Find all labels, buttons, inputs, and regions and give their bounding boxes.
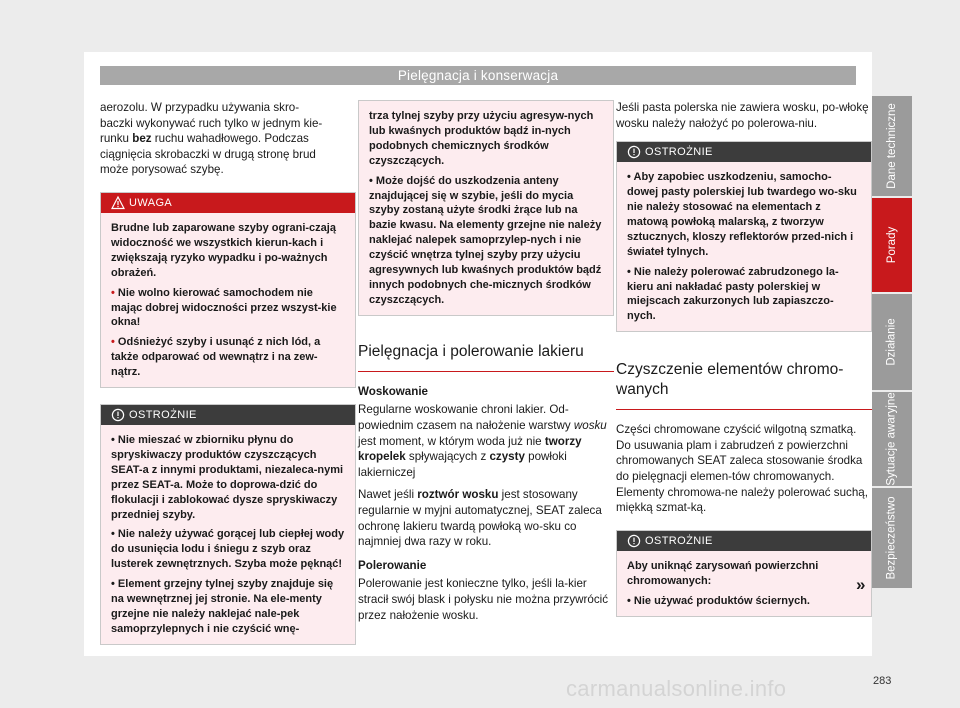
warning-label: UWAGA: [129, 196, 173, 209]
text-line: runku: [100, 132, 133, 146]
text-run: powłoki lakierniczej: [358, 450, 567, 479]
text-run: spływających z: [405, 450, 490, 464]
warning-item-text: Nie wolno kierować samochodem nie mając dobrej widoczności przez wszyst-kie okna!: [111, 286, 337, 329]
page-number: 283: [873, 675, 892, 687]
info-circle-icon: [627, 145, 641, 159]
text-line: może porysować szybę.: [100, 163, 224, 177]
tab-porady[interactable]: [872, 198, 912, 292]
waxing-paragraph-2: [358, 487, 614, 549]
waxing-paragraph-1: [358, 402, 614, 480]
bullet-icon: •: [369, 174, 376, 187]
bold-word: czysty: [489, 450, 525, 464]
caution-lead: Aby uniknąć zarysowań powierzchni chromowanych:: [627, 559, 819, 587]
tab-label: Porady: [886, 226, 898, 264]
continue-marker: »: [856, 575, 866, 594]
caution-label: OSTROŻNIE: [129, 409, 197, 422]
caution-item-text: Nie używać produktów ściernych.: [633, 594, 810, 607]
text-line: ciągnięcia skrobaczki w drugą stronę brud: [100, 147, 316, 161]
caution-item: [111, 527, 345, 572]
text-line: ruchu wahadłowego. Podczas: [151, 132, 309, 146]
tab-sytuacje-awaryjne[interactable]: [872, 392, 912, 486]
document-page: [84, 52, 872, 656]
caution-item: [627, 170, 861, 259]
info-circle-icon: [111, 408, 125, 422]
subsection-title-waxing: Woskowanie: [358, 384, 429, 398]
bold-word: roztwór wosku: [417, 488, 499, 502]
caution-item: [369, 174, 603, 308]
caution-box: [616, 141, 872, 332]
caution-continued-box: [358, 100, 614, 316]
tab-label: Bezpieczeństwo: [886, 496, 899, 580]
text-run: Regularne woskowanie chroni lakier. Od-powiednim czasem na nałożenie warstwy: [358, 403, 574, 432]
column-3: [616, 100, 872, 617]
column-1: [100, 100, 356, 645]
warning-item-text: Odśnieżyć szyby i usunąć z nich lód, a także odparować od wewnątrz i na zew-nątrz.: [111, 336, 321, 379]
caution-item-text: Aby zapobiec uszkodzeniu, samocho-dowej pasty polerskiej lub twardego wo-sku nie należy stosować na elementach z matową powłoką malarską, z tworzyw sztucznych, kloszy reflektorów przed-nich i świateł tylnych.: [627, 171, 857, 258]
bold-word: bez: [132, 132, 152, 146]
caution-header: [617, 142, 871, 162]
warning-item: [111, 335, 345, 380]
subsection-title-polishing: Polerowanie: [358, 558, 427, 572]
bullet-icon: •: [111, 578, 118, 591]
bullet-icon: •: [627, 265, 634, 278]
info-circle-icon: [627, 534, 641, 548]
text-line: aerozolu. W przypadku używania skro-: [100, 101, 300, 114]
watermark: carmanualsonline.info: [566, 676, 787, 701]
intro-paragraph: [100, 100, 356, 178]
bold-word: tworzy kropelek: [358, 434, 582, 464]
text-run: Nawet jeśli: [358, 488, 418, 502]
caution-item: [111, 433, 345, 522]
bullet-icon: •: [627, 594, 634, 607]
caution-header: [101, 405, 355, 425]
bullet-icon: •: [111, 528, 118, 541]
caution-item-text: Nie należy używać gorącej lub ciepłej wody do usunięcia lodu i śniegu z szyb oraz lusterek zewnętrznych. Szyba może pęknąć!: [111, 528, 345, 571]
bullet-icon: •: [627, 171, 634, 184]
caution-box: [616, 530, 872, 617]
tab-dane-techniczne[interactable]: [872, 96, 912, 196]
caution-box: [100, 404, 356, 645]
caution-item: [627, 594, 861, 609]
caution-body: [617, 162, 871, 331]
warning-body: [101, 213, 355, 387]
caution-body: [101, 425, 355, 644]
caution-header: [617, 531, 871, 551]
caution-item-text: Może dojść do uszkodzenia anteny znajdującej się w szybie, jeśli do mycia szyby zostaną użyte środki żrące lub na bazie kwasu. Na elementy grzejne nie należy naklejać nalepek samoprzylep-nych i nie czyścić wnętrza tylnej szyby przy użyciu agresywnych lub kwaśnych produktów bądź innych podobnych che-micznych środków czyszczących.: [369, 174, 602, 306]
italic-word: wosku: [573, 418, 607, 432]
column-2: [358, 100, 614, 630]
section-title-chrome: Czyszczenie elementów chromo-wanych: [616, 360, 872, 410]
warning-item: [111, 286, 345, 331]
caution-body: [617, 551, 871, 616]
caution-continued-body: [359, 101, 613, 315]
caution-item: [627, 265, 861, 325]
col3-intro-paragraph: Jeśli pasta polerska nie zawiera wosku, po-włokę wosku należy nałożyć po polerowa-niu.: [616, 101, 869, 130]
warning-lead: Brudne lub zaparowane szyby ograni-czają widoczność we wszystkich kierun-kach i zwiększają ryzyko wypadku i po-ważnych obrażeń.: [111, 221, 336, 279]
bullet-icon: •: [111, 286, 118, 299]
caution-item-text: Nie należy polerować zabrudzonego la-kieru ani nakładać pasty polerskiej w miejscach zakurzonych lub zapiaszczo-nych.: [627, 265, 839, 323]
tab-label: Dane techniczne: [886, 103, 899, 189]
polishing-paragraph: Polerowanie jest konieczne tylko, jeśli la-kier stracił swój blask i połysku nie można przywrócić przez nałożenie wosku.: [358, 577, 608, 622]
caution-item-text: Element grzejny tylnej szyby znajduje się na wewnętrznej jej stronie. Na ele-menty grzejne nie należy naklejać nale-pek samoprzylepnych i nie czyścić wnę-: [111, 578, 334, 635]
caution-continued-lead: trza tylnej szyby przy użyciu agresyw-nych lub kwaśnych produktów bądź in-nych podobnych chemicznych środków czyszczących.: [369, 110, 594, 167]
warning-triangle-icon: [111, 196, 125, 210]
text-line: baczki wykonywać ruch tylko w jednym kie-: [100, 116, 323, 130]
text-run: jest moment, w którym woda już nie: [358, 434, 545, 448]
caution-label: OSTROŻNIE: [645, 146, 713, 159]
chrome-paragraph: Części chromowane czyścić wilgotną szmatką. Do usuwania plam i zabrudzeń z powierzchni chromowanych SEAT zaleca stosowanie środka do pielęgnacji elemen-tów chromowanych. Elementy chromowa-ne należy polerować suchą, miękką szmat-ką.: [616, 423, 868, 515]
caution-item: [111, 577, 345, 637]
tab-label: Sytuacje awaryjne: [886, 392, 899, 486]
caution-label: OSTROŻNIE: [645, 534, 713, 547]
caution-item-text: Nie mieszać w zbiorniku płynu do spryskiwaczy produktów czyszczących SEAT-a z innymi produktami, niezaleca-nymi przez SEAT-a. Może to doprowa-dzić do flokulacji i zablokować dysze spryskiwaczy przedniej szyby.: [111, 434, 344, 521]
section-title-paint: Pielęgnacja i polerowanie lakieru: [358, 342, 614, 372]
bullet-icon: •: [111, 434, 118, 447]
warning-box: [100, 192, 356, 388]
tab-dzialanie[interactable]: [872, 294, 912, 390]
page-header-title: Pielęgnacja i konserwacja: [100, 66, 856, 85]
tab-bezpieczenstwo[interactable]: [872, 488, 912, 588]
tab-label: Działanie: [886, 318, 898, 366]
text-run: jest stosowany regularnie w myjni automatycznej, SEAT zaleca ochronę lakieru twardą powłoką wo-sku co najmniej dwa razy w roku.: [358, 488, 602, 549]
bullet-icon: •: [111, 336, 118, 349]
warning-header: [101, 193, 355, 213]
